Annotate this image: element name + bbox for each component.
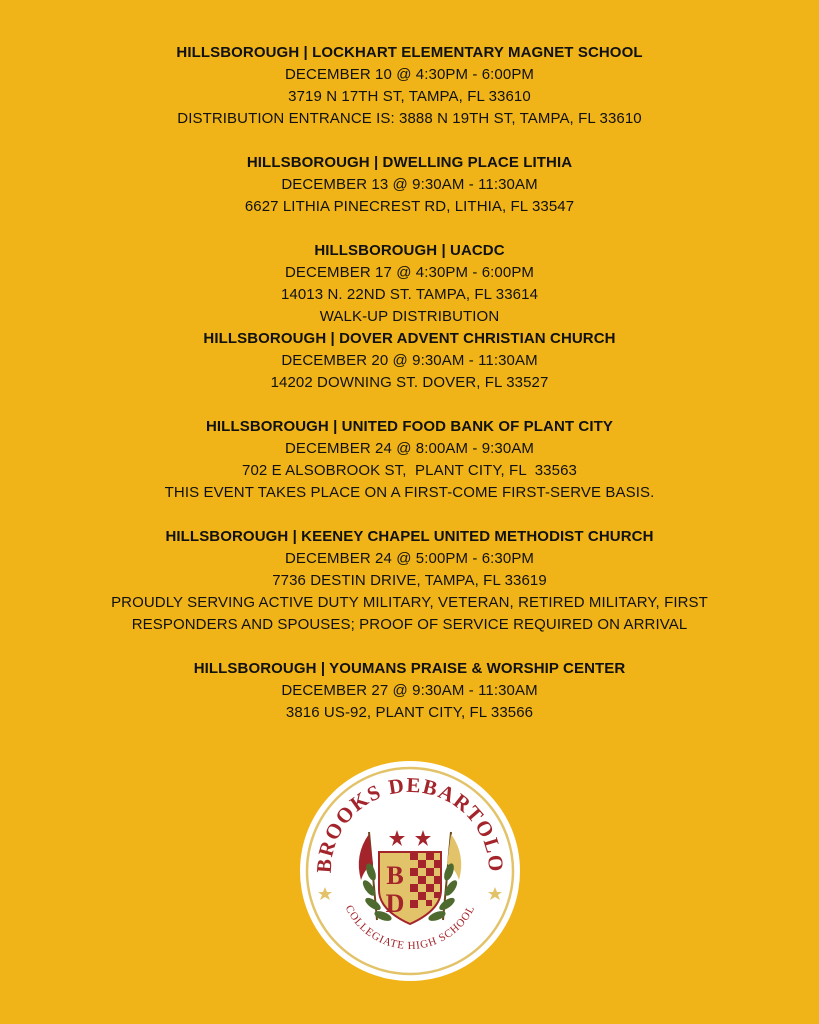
event-uacdc xyxy=(0,240,819,328)
school-seal-logo xyxy=(299,760,521,982)
monogram-b: B xyxy=(386,861,404,890)
event-title: HILLSBOROUGH | UACDC xyxy=(314,242,505,259)
event-address: 3719 N 17TH ST, TAMPA, FL 33610 xyxy=(288,88,531,105)
event-keeney-chapel xyxy=(0,526,819,636)
event-title: HILLSBOROUGH | UNITED FOOD BANK OF PLANT CITY xyxy=(205,418,614,435)
event-lockhart xyxy=(0,42,819,130)
event-date: DECEMBER 20 @ 9:30AM - 11:30AM xyxy=(281,352,538,369)
event-dover-advent xyxy=(0,328,819,394)
event-list xyxy=(0,42,819,746)
event-youmans xyxy=(0,658,819,724)
event-address: 6627 LITHIA PINECREST RD, LITHIA, FL 33547 xyxy=(244,198,575,215)
event-note: THIS EVENT TAKES PLACE ON A FIRST-COME FIRST-SERVE BASIS. xyxy=(164,484,655,501)
event-title: HILLSBOROUGH | YOUMANS PRAISE & WORSHIP CENTER xyxy=(193,660,626,677)
seal-text-top: BROOKS DEBARTOLO xyxy=(311,772,509,874)
event-address: 14013 N. 22ND ST. TAMPA, FL 33614 xyxy=(280,286,539,303)
event-date: DECEMBER 27 @ 9:30AM - 11:30AM xyxy=(281,682,538,699)
event-united-food-bank xyxy=(0,416,819,504)
event-date: DECEMBER 24 @ 8:00AM - 9:30AM xyxy=(284,440,535,457)
event-address: 7736 DESTIN DRIVE, TAMPA, FL 33619 xyxy=(272,572,547,589)
event-dwelling-place xyxy=(0,152,819,218)
event-address: 14202 DOWNING ST. DOVER, FL 33527 xyxy=(270,374,549,391)
event-note: PROUDLY SERVING ACTIVE DUTY MILITARY, VETERAN, RETIRED MILITARY, FIRST RESPONDERS AND SPOUSES; PROOF OF SERVICE REQUIRED ON ARRIVAL xyxy=(111,594,708,633)
event-note: DISTRIBUTION ENTRANCE IS: 3888 N 19TH ST, TAMPA, FL 33610 xyxy=(177,110,642,127)
event-date: DECEMBER 17 @ 4:30PM - 6:00PM xyxy=(284,264,535,281)
event-title: HILLSBOROUGH | DOVER ADVENT CHRISTIAN CHURCH xyxy=(203,330,616,347)
event-date: DECEMBER 13 @ 9:30AM - 11:30AM xyxy=(281,176,538,193)
event-address: 702 E ALSOBROOK ST, PLANT CITY, FL 33563 xyxy=(242,462,577,479)
event-date: DECEMBER 10 @ 4:30PM - 6:00PM xyxy=(284,66,535,83)
event-title: HILLSBOROUGH | DWELLING PLACE LITHIA xyxy=(246,154,573,171)
monogram-d: D xyxy=(385,889,405,918)
seal-text-bottom: COLLEGIATE HIGH SCHOOL xyxy=(342,903,478,953)
event-date: DECEMBER 24 @ 5:00PM - 6:30PM xyxy=(284,550,535,567)
event-address: 3816 US-92, PLANT CITY, FL 33566 xyxy=(285,704,534,721)
event-title: HILLSBOROUGH | LOCKHART ELEMENTARY MAGNET SCHOOL xyxy=(176,44,643,61)
event-title: HILLSBOROUGH | KEENEY CHAPEL UNITED METHODIST CHURCH xyxy=(165,528,654,545)
event-note: WALK-UP DISTRIBUTION xyxy=(319,308,500,325)
school-seal xyxy=(299,760,521,982)
